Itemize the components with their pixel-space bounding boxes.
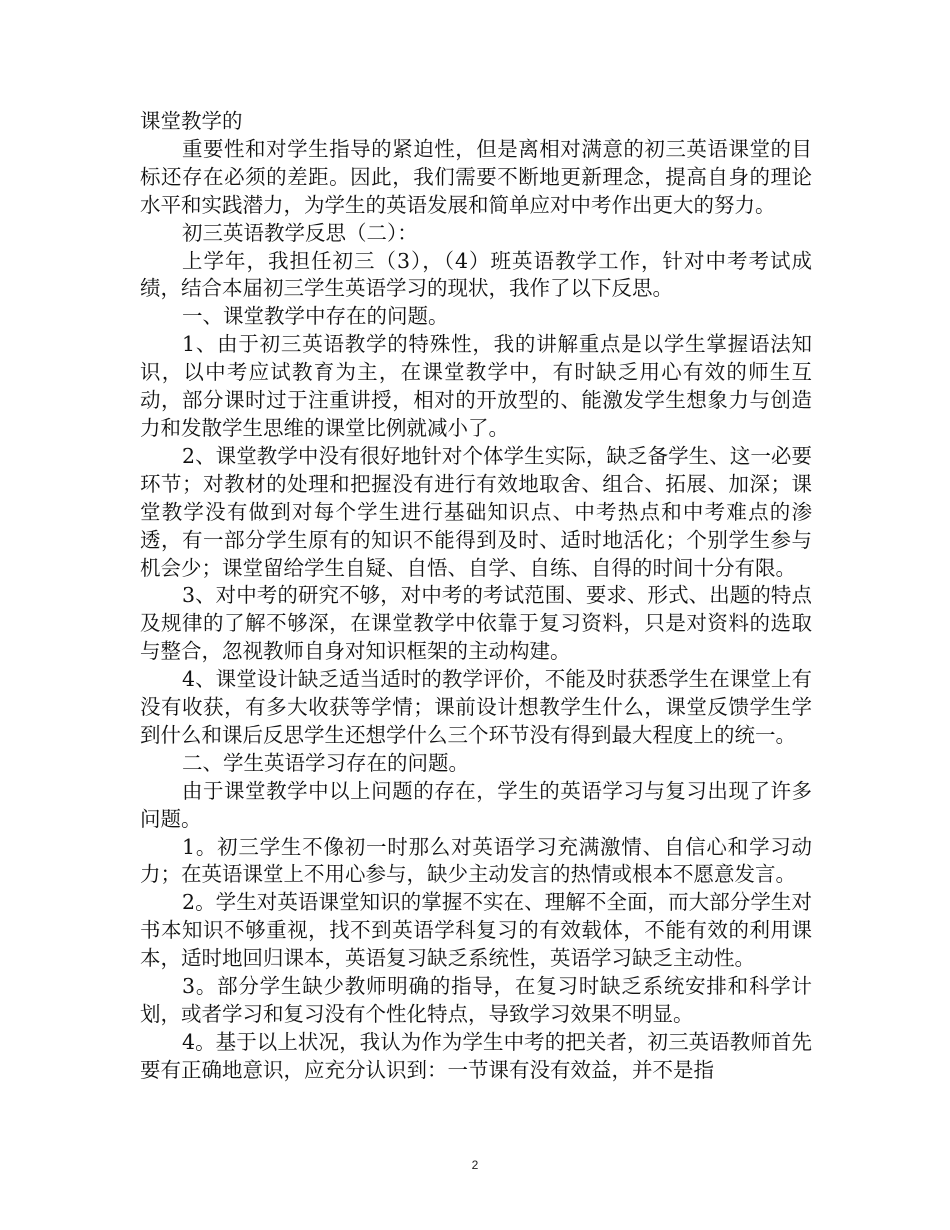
document-body (140, 108, 812, 1085)
heading-classroom-problems: 一、课堂教学中存在的问题。 (182, 304, 449, 329)
paragraph-student-point-1: 1。初三学生不像初一时那么对英语学习充满激情、自信心和学习动力；在英语课堂上不用心参与，缺少主动发言的热情或根本不愿意发言。 (140, 834, 812, 887)
paragraph-student-point-3: 3。部分学生缺少教师明确的指导，在复习时缺乏系统安排和科学计划，或者学习和复习没有个性化特点，导致学习效果不明显。 (140, 974, 812, 1026)
section-title-reflection-two: 初三英语教学反思（二）： (182, 220, 418, 245)
paragraph-classroom-point-4: 4、课堂设计缺乏适当适时的教学评价，不能及时获悉学生在课堂上有没有收获，有多大收获等学情；课前设计想教学生什么，课堂反馈学生学到什么和课后反思学生还想学什么三个环节没有得到最大程度上的统一。 (140, 667, 812, 747)
paragraph-classroom-point-3: 3、对中考的研究不够，对中考的考试范围、要求、形式、出题的特点及规律的了解不够深，在课堂教学中依靠于复习资料，只是对资料的选取与整合，忽视教师自身对知识框架的主动构建。 (140, 583, 812, 664)
paragraph-classroom-point-2: 2、课堂教学中没有很好地针对个体学生实际，缺乏备学生、这一必要环节；对教材的处理和把握没有进行有效地取舍、组合、拓展、加深；课堂教学没有做到对每个学生进行基础知识点、中考热点和中考难点的渗透，有一部分学生原有的知识不能得到及时、适时地活化；个别学生参与机会少；课堂留给学生自疑、自悟、自学、自练、自得的时间十分有限。 (140, 443, 812, 580)
paragraph-classroom-point-1: 1、由于初三英语教学的特殊性，我的讲解重点是以学生掌握语法知识，以中考应试教育为主，在课堂教学中，有时缺乏用心有效的师生互动，部分课时过于注重讲授，相对的开放型的、能激发学生想象力与创造力和发散学生思维的课堂比例就减小了。 (140, 332, 812, 440)
paragraph-continuation-text: 重要性和对学生指导的紧迫性，但是离相对满意的初三英语课堂的目标还存在必须的差距。因此，我们需要不断地更新理念，提高自身的理论水平和实践潜力，为学生的英语发展和简单应对中考作出更大的努力。 (140, 136, 812, 217)
paragraph-student-intro: 由于课堂教学中以上问题的存在，学生的英语学习与复习出现了许多问题。 (140, 778, 812, 831)
heading-student-problems: 二、学生英语学习存在的问题。 (182, 750, 469, 775)
paragraph-intro: 上学年，我担任初三（3），（4）班英语教学工作，针对中考考试成绩，结合本届初三学生英语学习的现状，我作了以下反思。 (140, 248, 812, 301)
paragraph-student-point-2: 2。学生对英语课堂知识的掌握不实在、理解不全面，而大部分学生对书本知识不够重视，找不到英语学科复习的有效载体，不能有效的利用课本，适时地回归课本，英语复习缺乏系统性，英语学习缺乏主动性。 (140, 890, 812, 971)
page-number: 2 (471, 1158, 479, 1172)
paragraph-student-point-4: 4。基于以上状况，我认为作为学生中考的把关者，初三英语教师首先要有正确地意识，应充分认识到：一节课有没有效益，并不是指 (140, 1029, 812, 1082)
paragraph-continuation-heading: 课堂教学的 (140, 109, 243, 133)
